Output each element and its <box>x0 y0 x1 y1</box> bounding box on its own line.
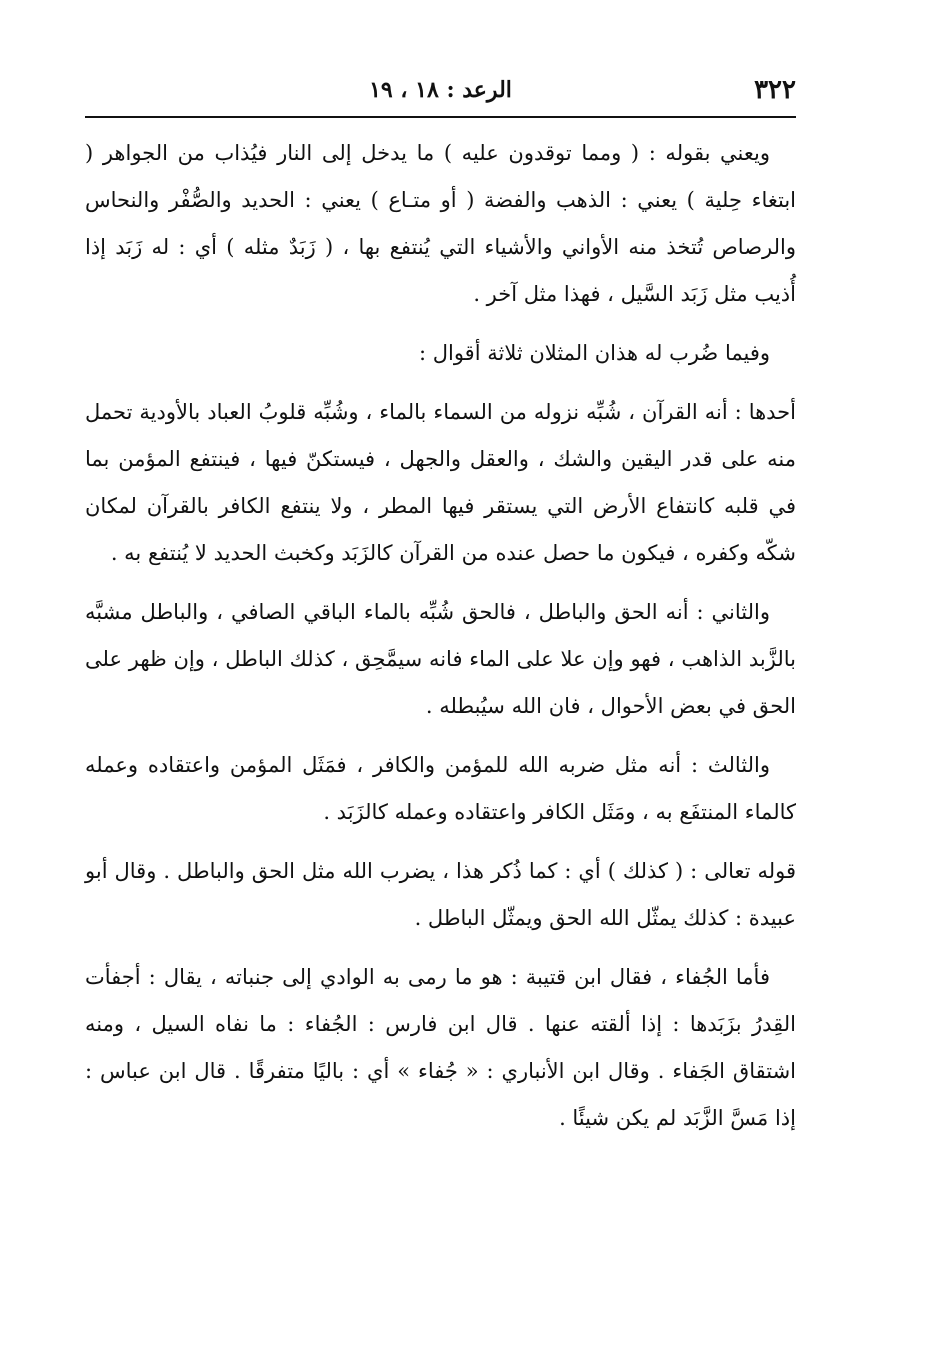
page-header <box>85 74 796 114</box>
paragraph-3: أحدها : أنه القرآن ، شُبِّه نزوله من السماء بالماء ، وشُبِّه قلوبُ العباد بالأودية تحمل منه على قدر اليقين والشك ، والعقل والجهل ، فيستكنّ فيها ، فينتفع المؤمن بما في قلبه كانتفاع الأرض التي يستقر فيها المطر ، ولا ينتفع الكافر بالقرآن لمكان شكّه وكفره ، فيكون ما حصل عنده من القرآن كالزَبَد وكخبث الحديد لا يُنتفع به . <box>85 400 796 565</box>
page-number: ٣٢٢ <box>754 75 796 105</box>
running-head: الرعد : ١٨ ، ١٩ <box>369 77 512 103</box>
header-rule <box>85 116 796 118</box>
paragraph-1: ويعني بقوله : ( ومما توقدون عليه ) ما يدخل إلى النار فيُذاب من الجواهر ( ابتغاء حِلية ) يعني : الذهب والفضة ( أو متـاع ) يعني : الحديد والصُّفْر والنحاس والرصاص تُتخذ منه الأواني والأشياء التي يُنتفع بها ، ( زَبَدٌ مثله ) أي : له زَبَد إذا أُذيب مثل زَبَد السَّيل ، فهذا مثل آخر . <box>85 141 796 306</box>
paragraph-2: وفيما ضُرب له هذان المثلان ثلاثة أقوال : <box>418 341 770 365</box>
paragraph-7: فأما الجُفاء ، فقال ابن قتيبة : هو ما رمى به الوادي إلى جنباته ، يقال : أجفأت القِدرُ بزَبَدها : إذا ألقته عنها . قال ابن فارس : الجُفاء : ما نفاه السيل ، ومنه اشتقاق الجَفاء . وقال ابن الأنباري : « جُفاء » أي : باليًا متفرقًا . قال ابن عباس : إذا مَسَّ الزَّبَد لم يكن شيئًا . <box>85 965 796 1130</box>
paragraph-4: والثاني : أنه الحق والباطل ، فالحق شُبِّه بالماء الباقي الصافي ، والباطل مشبَّه بالزَّبد الذاهب ، فهو وإن علا على الماء فانه سيمَّحِق ، كذلك الباطل ، وإن ظهر على الحق في بعض الأحوال ، فان الله سيُبطله . <box>85 600 796 718</box>
paragraph-5: والثالث : أنه مثل ضربه الله للمؤمن والكافر ، فمَثَل المؤمن واعتقاده وعمله كالماء المنتفَع به ، ومَثَل الكافر واعتقاده وعمله كالزَبَد . <box>85 753 796 824</box>
paragraph-6: قوله تعالى : ( كذلك ) أي : كما ذُكر هذا ، يضرب الله مثل الحق والباطل . وقال أبو عبيدة : كذلك يمثّل الله الحق ويمثّل الباطل . <box>85 859 796 930</box>
page-body <box>85 130 796 1154</box>
